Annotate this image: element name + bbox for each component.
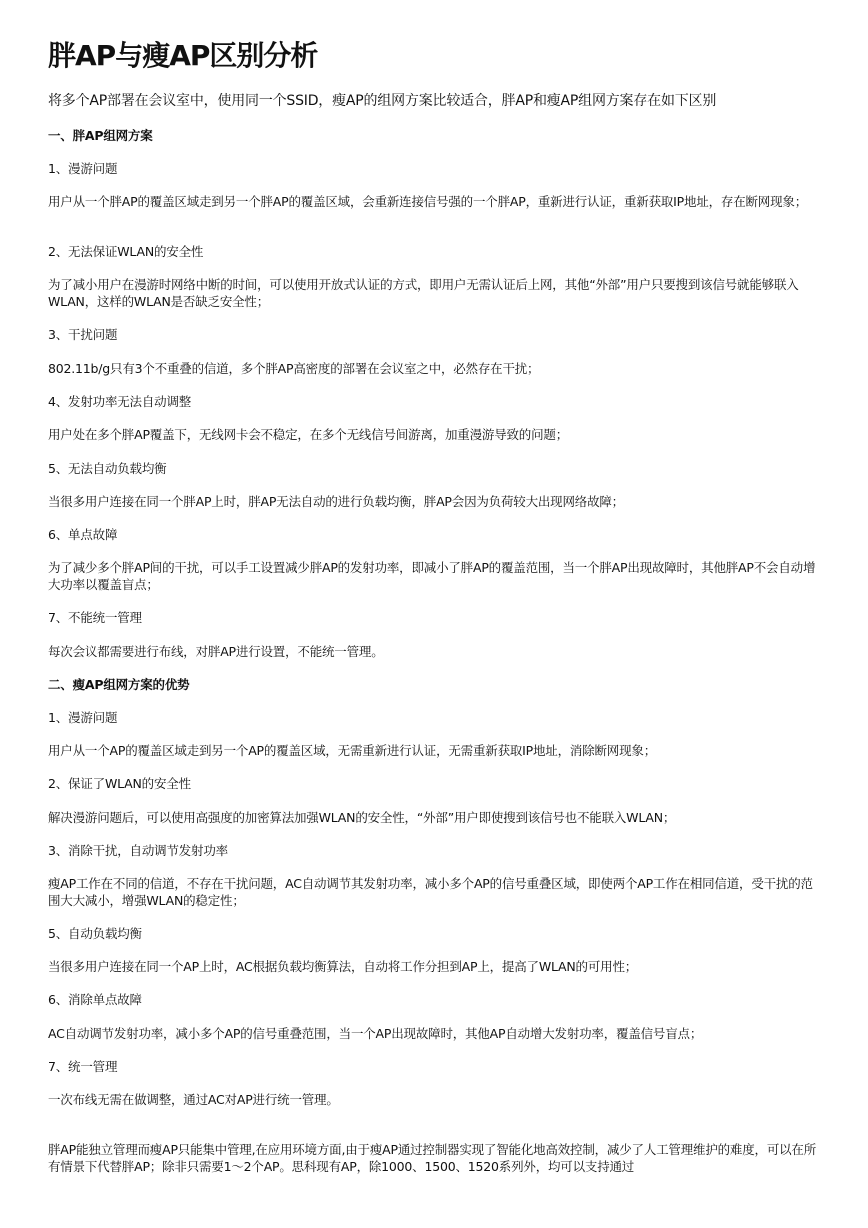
s1-item7-title: 7、不能统一管理 (48, 610, 142, 625)
s2-item6-title: 7、统一管理 (48, 1059, 118, 1074)
intro-paragraph: 将多个AP部署在会议室中，使用同一个SSID，瘦AP的组网方案比较适合，胖AP和瘦AP组网方案存在如下区别 (48, 93, 717, 109)
s2-item4-text: 当很多用户连接在同一个AP上时，AC根据负载均衡算法，自动将工作分担到AP上，提高了WLAN的可用性； (48, 959, 638, 974)
s1-item1-title: 1、漫游问题 (48, 161, 118, 176)
s2-item5-text: AC自动调节发射功率，减小多个AP的信号重叠范围，当一个AP出现故障时，其他AP自动增大发射功率，覆盖信号盲点； (48, 1026, 703, 1041)
section2-heading: 二、瘦AP组网方案的优势 (48, 677, 190, 692)
s2-item2-title: 2、保证了WLAN的安全性 (48, 776, 191, 791)
s2-item1-text: 用户从一个AP的覆盖区域走到另一个AP的覆盖区域，无需重新进行认证，无需重新获取IP地址，消除断网现象； (48, 743, 657, 758)
s2-item5-title: 6、消除单点故障 (48, 992, 142, 1007)
s1-item7-text: 每次会议都需要进行布线，对胖AP进行设置，不能统一管理。 (48, 644, 384, 659)
s2-item3-text: 瘦AP工作在不同的信道，不存在干扰问题，AC自动调节其发射功率，减小多个AP的信号重叠区域，即使两个AP工作在相同信道，受干扰的范围大大减小，增强WLAN的稳定性； (48, 876, 813, 908)
s1-item6-text: 为了减少多个胖AP间的干扰，可以手工设置减少胖AP的发射功率，即减小了胖AP的覆盖范围，当一个胖AP出现故障时，其他胖AP不会自动增大功率以覆盖盲点； (48, 560, 816, 592)
s2-item4-title: 5、自动负载均衡 (48, 926, 142, 941)
s1-item4-title: 4、发射功率无法自动调整 (48, 394, 192, 409)
s2-item2-text: 解决漫游问题后，可以使用高强度的加密算法加强WLAN的安全性，“外部”用户即使搜到该信号也不能联入WLAN； (48, 810, 676, 825)
s1-item6-title: 6、单点故障 (48, 527, 118, 542)
s1-item1-text: 用户从一个胖AP的覆盖区域走到另一个胖AP的覆盖区域，会重新连接信号强的一个胖AP，重新进行认证，重新获取IP地址，存在断网现象； (48, 194, 807, 209)
s1-item4-text: 用户处在多个胖AP覆盖下，无线网卡会不稳定，在多个无线信号间游离，加重漫游导致的问题； (48, 427, 568, 442)
s1-item5-text: 当很多用户连接在同一个胖AP上时，胖AP无法自动的进行负载均衡，胖AP会因为负荷较大出现网络故障； (48, 494, 624, 509)
document-title: 胖AP与瘦AP区别分析 (48, 39, 318, 72)
s2-item3-title: 3、消除干扰，自动调节发射功率 (48, 843, 228, 858)
s1-item2-text: 为了减小用户在漫游时网络中断的时间，可以使用开放式认证的方式，即用户无需认证后上网，其他“外部”用户只要搜到该信号就能够联入WLAN，这样的WLAN是否缺乏安全性； (48, 277, 799, 309)
s1-item3-title: 3、干扰问题 (48, 327, 118, 342)
s1-item5-title: 5、无法自动负载均衡 (48, 461, 167, 476)
section1-heading: 一、胖AP组网方案 (48, 128, 153, 143)
conclusion-paragraph: 胖AP能独立管理而瘦AP只能集中管理,在应用环境方面,由于瘦AP通过控制器实现了智能化地高效控制，减少了人工管理维护的难度，可以在所有情景下代替胖AP；除非只需要1～2个AP。思科现有AP，除1000、1500、1520系列外，均可以支持通过 (48, 1142, 817, 1174)
s2-item6-text: 一次布线无需在做调整，通过AC对AP进行统一管理。 (48, 1092, 339, 1107)
s2-item1-title: 1、漫游问题 (48, 710, 118, 725)
s1-item3-text: 802.11b/g只有3个不重叠的信道，多个胖AP高密度的部署在会议室之中，必然存在干扰； (48, 361, 540, 376)
s1-item2-title: 2、无法保证WLAN的安全性 (48, 244, 204, 259)
